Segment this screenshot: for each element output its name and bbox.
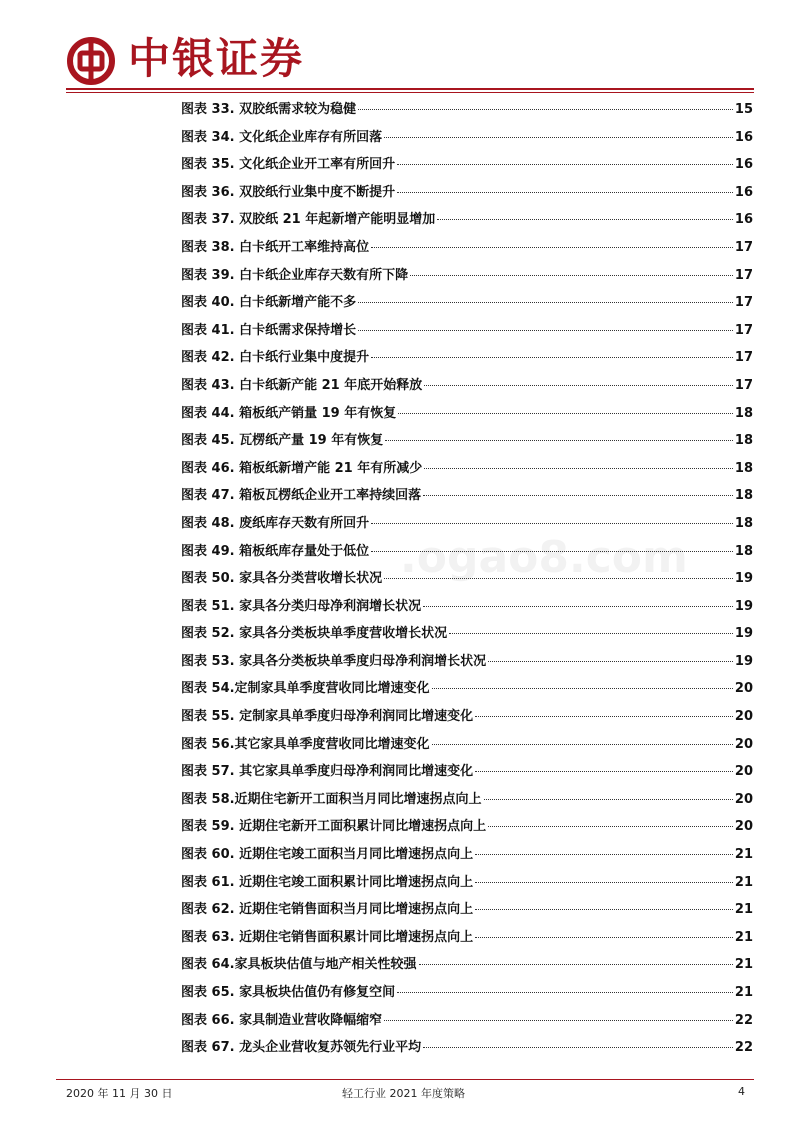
toc-entry-title: 图表 36. 双胶纸行业集中度不断提升 xyxy=(181,184,396,200)
toc-entry[interactable] xyxy=(181,841,753,869)
toc-entry-page: 21 xyxy=(734,902,753,918)
toc-entry-title: 图表 38. 白卡纸开工率维持高位 xyxy=(181,239,370,255)
toc-entry-page: 20 xyxy=(734,681,753,697)
toc-entry-title: 图表 33. 双胶纸需求较为稳健 xyxy=(181,102,357,117)
footer-page-number: 4 xyxy=(738,1085,745,1098)
toc-entry-title: 图表 58.近期住宅新开工面积当月同比增速拐点向上 xyxy=(181,791,482,807)
page-header xyxy=(0,0,800,96)
toc-dot-leader xyxy=(398,413,733,414)
toc-entry-title: 图表 49. 箱板纸库存量处于低位 xyxy=(181,543,370,559)
toc-entry-title: 图表 50. 家具各分类营收增长状况 xyxy=(181,571,383,587)
toc-entry-page: 21 xyxy=(734,847,753,863)
toc-entry-title: 图表 66. 家具制造业营收降幅缩窄 xyxy=(181,1012,383,1028)
toc-entry[interactable] xyxy=(181,896,753,924)
footer-report-title: 轻工行业 2021 年度策略 xyxy=(342,1087,465,1100)
footer-date: 2020 年 11 月 30 日 xyxy=(66,1087,173,1100)
toc-entry[interactable] xyxy=(181,786,753,814)
header-divider xyxy=(66,88,754,90)
toc-entry-page: 20 xyxy=(734,709,753,725)
toc-entry-title: 图表 55. 定制家具单季度归母净利润同比增速变化 xyxy=(181,709,474,725)
toc-entry-title: 图表 35. 文化纸企业开工率有所回升 xyxy=(181,157,396,173)
toc-entry-title: 图表 44. 箱板纸产销量 19 年有恢复 xyxy=(181,405,397,421)
table-of-figures xyxy=(181,96,753,1062)
toc-dot-leader xyxy=(475,909,733,910)
toc-dot-leader xyxy=(424,468,733,469)
page-footer xyxy=(0,1085,800,1105)
bank-of-china-logo-icon xyxy=(66,36,116,86)
toc-entry-page: 16 xyxy=(734,212,753,228)
toc-entry[interactable] xyxy=(181,151,753,179)
toc-dot-leader xyxy=(475,771,733,772)
toc-dot-leader xyxy=(432,688,733,689)
toc-entry[interactable] xyxy=(181,400,753,428)
toc-dot-leader xyxy=(371,247,733,248)
toc-entry-page: 21 xyxy=(734,985,753,1000)
toc-entry[interactable] xyxy=(181,455,753,483)
toc-entry-page: 17 xyxy=(734,239,753,255)
toc-entry-title: 图表 40. 白卡纸新增产能不多 xyxy=(181,295,357,311)
toc-entry[interactable] xyxy=(181,951,753,979)
toc-dot-leader xyxy=(358,330,733,331)
toc-entry-title: 图表 56.其它家具单季度营收同比增速变化 xyxy=(181,736,430,752)
toc-entry[interactable] xyxy=(181,510,753,538)
toc-dot-leader xyxy=(475,854,733,855)
toc-entry-title: 图表 46. 箱板纸新增产能 21 年有所减少 xyxy=(181,460,423,476)
toc-dot-leader xyxy=(423,495,733,496)
toc-entry[interactable] xyxy=(181,979,753,1007)
toc-dot-leader xyxy=(384,137,733,138)
toc-entry-page: 20 xyxy=(734,764,753,780)
toc-dot-leader xyxy=(432,744,733,745)
toc-entry-title: 图表 39. 白卡纸企业库存天数有所下降 xyxy=(181,267,409,283)
toc-entry-title: 图表 37. 双胶纸 21 年起新增产能明显增加 xyxy=(181,212,436,228)
toc-dot-leader xyxy=(384,1020,733,1021)
toc-entry-title: 图表 61. 近期住宅竣工面积累计同比增速拐点向上 xyxy=(181,874,474,890)
toc-dot-leader xyxy=(475,937,733,938)
toc-dot-leader xyxy=(449,633,733,634)
toc-entry-title: 图表 62. 近期住宅销售面积当月同比增速拐点向上 xyxy=(181,902,474,918)
toc-entry[interactable] xyxy=(181,427,753,455)
toc-entry-page: 16 xyxy=(734,184,753,200)
toc-dot-leader xyxy=(358,302,733,303)
toc-entry-title: 图表 41. 白卡纸需求保持增长 xyxy=(181,322,357,338)
toc-entry-title: 图表 47. 箱板瓦楞纸企业开工率持续回落 xyxy=(181,488,422,504)
toc-entry[interactable] xyxy=(181,869,753,897)
toc-entry-page: 17 xyxy=(734,267,753,283)
brand-name: 中银证券 xyxy=(128,34,305,83)
toc-dot-leader xyxy=(371,551,733,552)
toc-entry[interactable] xyxy=(181,1007,753,1035)
toc-entry[interactable] xyxy=(181,317,753,345)
toc-entry[interactable] xyxy=(181,703,753,731)
toc-dot-leader xyxy=(410,275,733,276)
toc-entry-page: 21 xyxy=(734,929,753,945)
toc-dot-leader xyxy=(397,192,733,193)
toc-entry-page: 21 xyxy=(734,874,753,890)
toc-dot-leader xyxy=(424,385,733,386)
toc-entry[interactable] xyxy=(181,372,753,400)
toc-dot-leader xyxy=(397,992,733,993)
toc-entry[interactable] xyxy=(181,813,753,841)
toc-dot-leader xyxy=(419,964,733,965)
toc-entry[interactable] xyxy=(181,731,753,759)
toc-entry-title: 图表 54.定制家具单季度营收同比增速变化 xyxy=(181,681,430,697)
toc-dot-leader xyxy=(475,882,733,883)
toc-entry-title: 图表 51. 家具各分类归母净利润增长状况 xyxy=(181,598,422,614)
toc-entry[interactable] xyxy=(181,620,753,648)
toc-entry[interactable] xyxy=(181,538,753,566)
toc-entry-page: 17 xyxy=(734,295,753,311)
toc-entry-page: 18 xyxy=(734,405,753,421)
toc-entry[interactable] xyxy=(181,234,753,262)
toc-dot-leader xyxy=(423,1047,733,1048)
toc-entry[interactable] xyxy=(181,1034,753,1062)
toc-entry[interactable] xyxy=(181,206,753,234)
toc-dot-leader xyxy=(371,357,733,358)
toc-entry-page: 18 xyxy=(734,488,753,504)
toc-dot-leader xyxy=(488,661,733,662)
toc-entry[interactable] xyxy=(181,96,753,124)
toc-entry[interactable] xyxy=(181,565,753,593)
footer-divider xyxy=(56,1079,754,1080)
toc-entry-title: 图表 65. 家具板块估值仍有修复空间 xyxy=(181,985,396,1000)
toc-entry-page: 18 xyxy=(734,460,753,476)
toc-entry-page: 17 xyxy=(734,322,753,338)
toc-entry[interactable] xyxy=(181,179,753,207)
toc-entry-title: 图表 43. 白卡纸新产能 21 年底开始释放 xyxy=(181,377,423,393)
toc-entry-page: 19 xyxy=(734,626,753,642)
toc-entry-title: 图表 59. 近期住宅新开工面积累计同比增速拐点向上 xyxy=(181,819,487,835)
toc-entry[interactable] xyxy=(181,675,753,703)
toc-entry-page: 16 xyxy=(734,129,753,145)
toc-entry-page: 18 xyxy=(734,515,753,531)
toc-entry-page: 19 xyxy=(734,571,753,587)
toc-entry-page: 17 xyxy=(734,377,753,393)
header-divider-thin xyxy=(66,92,754,93)
toc-entry-page: 20 xyxy=(734,791,753,807)
toc-entry-title: 图表 64.家具板块估值与地产相关性较强 xyxy=(181,957,417,973)
toc-entry[interactable] xyxy=(181,593,753,621)
toc-entry-page: 20 xyxy=(734,736,753,752)
toc-entry-title: 图表 52. 家具各分类板块单季度营收增长状况 xyxy=(181,626,448,642)
toc-entry-page: 15 xyxy=(734,102,753,117)
toc-dot-leader xyxy=(484,799,733,800)
toc-dot-leader xyxy=(384,578,733,579)
toc-dot-leader xyxy=(475,716,733,717)
toc-entry[interactable] xyxy=(181,124,753,152)
toc-entry[interactable] xyxy=(181,648,753,676)
toc-entry-title: 图表 48. 废纸库存天数有所回升 xyxy=(181,515,370,531)
toc-entry-page: 18 xyxy=(734,543,753,559)
toc-entry-title: 图表 63. 近期住宅销售面积累计同比增速拐点向上 xyxy=(181,929,474,945)
toc-entry[interactable] xyxy=(181,262,753,290)
toc-entry[interactable] xyxy=(181,482,753,510)
toc-dot-leader xyxy=(423,606,733,607)
toc-entry[interactable] xyxy=(181,924,753,952)
toc-entry-page: 18 xyxy=(734,433,753,449)
toc-dot-leader xyxy=(397,164,733,165)
toc-entry-title: 图表 60. 近期住宅竣工面积当月同比增速拐点向上 xyxy=(181,847,474,863)
toc-entry-page: 16 xyxy=(734,157,753,173)
watermark: .ogao8.com xyxy=(400,532,688,583)
toc-entry-page: 22 xyxy=(734,1040,753,1056)
toc-dot-leader xyxy=(371,523,733,524)
toc-entry-title: 图表 67. 龙头企业营收复苏领先行业平均 xyxy=(181,1040,422,1056)
toc-entry-title: 图表 45. 瓦楞纸产量 19 年有恢复 xyxy=(181,433,384,449)
toc-entry-title: 图表 57. 其它家具单季度归母净利润同比增速变化 xyxy=(181,764,474,780)
toc-entry[interactable] xyxy=(181,758,753,786)
toc-entry-page: 19 xyxy=(734,598,753,614)
toc-entry[interactable] xyxy=(181,289,753,317)
toc-entry[interactable] xyxy=(181,344,753,372)
toc-entry-title: 图表 34. 文化纸企业库存有所回落 xyxy=(181,129,383,145)
toc-dot-leader xyxy=(488,826,733,827)
toc-dot-leader xyxy=(358,109,733,110)
toc-entry-title: 图表 53. 家具各分类板块单季度归母净利润增长状况 xyxy=(181,653,487,669)
toc-dot-leader xyxy=(437,219,733,220)
toc-dot-leader xyxy=(385,440,733,441)
toc-entry-page: 22 xyxy=(734,1012,753,1028)
toc-entry-page: 20 xyxy=(734,819,753,835)
toc-entry-page: 21 xyxy=(734,957,753,973)
toc-entry-page: 19 xyxy=(734,653,753,669)
toc-entry-page: 17 xyxy=(734,350,753,366)
toc-entry-title: 图表 42. 白卡纸行业集中度提升 xyxy=(181,350,370,366)
